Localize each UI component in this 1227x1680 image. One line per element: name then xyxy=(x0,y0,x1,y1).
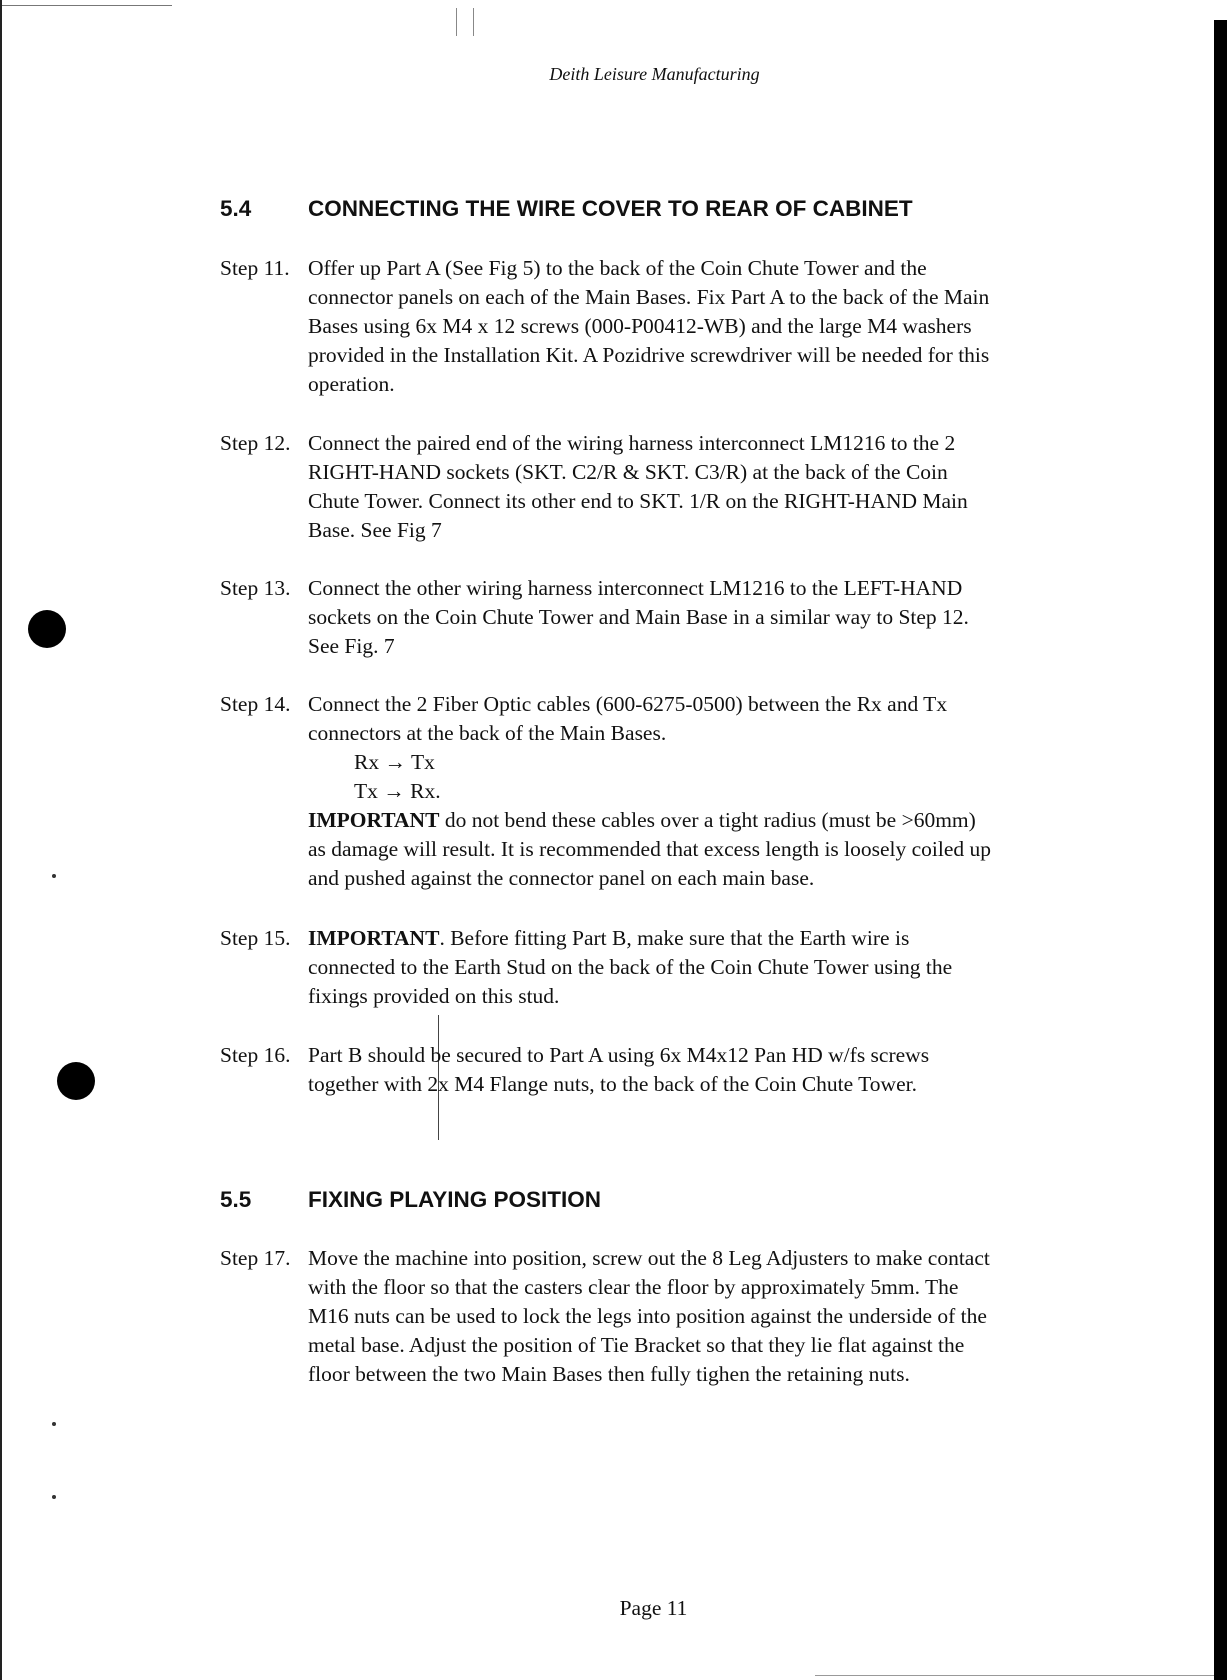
important-note xyxy=(308,806,1100,835)
text-line: and pushed against the connector panel on each main base. xyxy=(308,866,815,890)
step-label: Step 11. xyxy=(220,256,290,280)
rx-tx-mapping: Rx → Tx xyxy=(354,750,435,774)
text-line: Move the machine into position, screw out the 8 Leg Adjusters to make contact xyxy=(308,1246,990,1270)
step-12 xyxy=(220,429,1100,545)
running-header xyxy=(0,64,1227,85)
punch-hole xyxy=(28,610,66,648)
step-17 xyxy=(220,1244,1100,1389)
scan-speck xyxy=(52,1422,56,1426)
text-line: Base. See Fig 7 xyxy=(308,518,442,542)
punch-hole xyxy=(57,1062,95,1100)
text-line: metal base. Adjust the position of Tie Bracket so that they lie flat against the xyxy=(308,1333,965,1357)
text-line: Connect the paired end of the wiring harness interconnect LM1216 to the 2 xyxy=(308,431,956,455)
important-label: IMPORTANT xyxy=(308,926,440,950)
step-label: Step 17. xyxy=(220,1246,291,1270)
page-footer xyxy=(0,1596,1227,1621)
scan-mark xyxy=(456,8,457,36)
step-label: Step 14. xyxy=(220,692,291,716)
important-label: IMPORTANT xyxy=(308,808,440,832)
scan-speck xyxy=(52,874,56,878)
text-line: RIGHT-HAND sockets (SKT. C2/R & SKT. C3/R) at the back of the Coin xyxy=(308,460,948,484)
text-line: together with 2x M4 Flange nuts, to the back of the Coin Chute Tower. xyxy=(308,1072,917,1096)
text-line: connectors at the back of the Main Bases. xyxy=(308,721,667,745)
text-line: floor between the two Main Bases then fully tighen the retaining nuts. xyxy=(308,1362,910,1386)
section-title: CONNECTING THE WIRE COVER TO REAR OF CABINET xyxy=(308,196,913,221)
step-label: Step 13. xyxy=(220,576,291,600)
step-label: Step 15. xyxy=(220,926,291,950)
scan-speck xyxy=(52,1495,56,1499)
tx-rx-mapping: Tx → Rx. xyxy=(354,779,441,803)
scan-mark xyxy=(473,8,474,36)
section-heading xyxy=(220,196,1120,222)
text-line: connector panels on each of the Main Bases. Fix Part A to the back of the Main xyxy=(308,285,990,309)
text-line: Part B should be secured to Part A using 6x M4x12 Pan HD w/fs screws xyxy=(308,1043,930,1067)
text-line: Connect the 2 Fiber Optic cables (600-6275-0500) between the Rx and Tx xyxy=(308,692,948,716)
text-line: provided in the Installation Kit. A Pozidrive screwdriver will be needed for this xyxy=(308,343,990,367)
text-line: Offer up Part A (See Fig 5) to the back of the Coin Chute Tower and the xyxy=(308,256,927,280)
text-line: with the floor so that the casters clear the floor by approximately 5mm. The xyxy=(308,1275,959,1299)
note-text: do not bend these cables over a tight radius (must be >60mm) xyxy=(439,808,976,832)
step-14 xyxy=(220,690,1100,893)
text-line xyxy=(308,924,1100,953)
step-label: Step 12. xyxy=(220,431,291,455)
step-label: Step 16. xyxy=(220,1043,291,1067)
text-line: sockets on the Coin Chute Tower and Main Base in a similar way to Step 12. xyxy=(308,605,969,629)
text-line: Chute Tower. Connect its other end to SKT. 1/R on the RIGHT-HAND Main xyxy=(308,489,968,513)
text-line: connected to the Earth Stud on the back of the Coin Chute Tower using the xyxy=(308,955,953,979)
step-16 xyxy=(220,1041,1100,1099)
text-line: M16 nuts can be used to lock the legs into position against the underside of the xyxy=(308,1304,987,1328)
scan-edge-line xyxy=(0,5,172,6)
step-15 xyxy=(220,924,1100,1011)
section-number: 5.5 xyxy=(220,1187,252,1212)
scan-edge-line xyxy=(815,1675,1227,1676)
scan-left-edge xyxy=(0,0,2,1680)
section-title: FIXING PLAYING POSITION xyxy=(308,1187,601,1212)
text-line: See Fig. 7 xyxy=(308,634,395,658)
step-13 xyxy=(220,574,1100,661)
text-line: fixings provided on this stud. xyxy=(308,984,560,1008)
company-name: Deith Leisure Manufacturing xyxy=(549,64,760,84)
note-text: . Before fitting Part B, make sure that the Earth wire is xyxy=(439,926,910,950)
text-line: Bases using 6x M4 x 12 screws (000-P00412-WB) and the large M4 washers xyxy=(308,314,972,338)
step-11 xyxy=(220,254,1100,399)
section-number: 5.4 xyxy=(220,196,252,221)
page-number: Page 11 xyxy=(619,1596,688,1620)
text-line: operation. xyxy=(308,372,395,396)
text-line: as damage will result. It is recommended that excess length is loosely coiled up xyxy=(308,837,992,861)
scan-right-edge xyxy=(1214,20,1227,1680)
text-line: Connect the other wiring harness interconnect LM1216 to the LEFT-HAND xyxy=(308,576,963,600)
section-heading xyxy=(220,1187,1120,1213)
